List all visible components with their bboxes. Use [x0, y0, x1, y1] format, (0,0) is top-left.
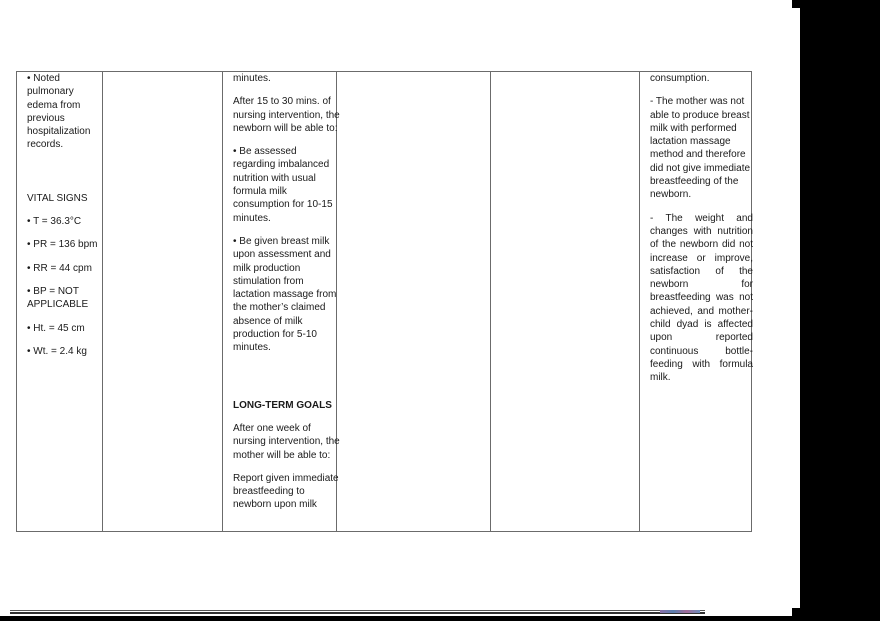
vital-signs-heading: VITAL SIGNS	[27, 192, 88, 204]
evaluation-continuation: consumption.	[650, 73, 710, 84]
short-term-goal-2: • Be given breast milk upon assessment and milk production stimulation from lactation massage from the mother’s claimed absence of milk production for 5-10 minutes.	[233, 235, 337, 354]
column-divider	[639, 72, 640, 531]
rationale-cell	[491, 72, 639, 531]
page-footer-rule	[10, 610, 705, 614]
vital-weight: • Wt. = 2.4 kg	[27, 345, 87, 357]
planning-cell	[233, 72, 341, 522]
diagnosis-cell	[103, 72, 222, 531]
short-term-goal-1: • Be assessed regarding imbalanced nutrition with usual formula milk consumption for 10-15 minutes.	[233, 146, 333, 224]
vital-pulse-rate: • PR = 136 bpm	[27, 239, 98, 251]
long-term-goal-intro: After one week of nursing intervention, the mother will be able to:	[233, 422, 340, 461]
assessment-cell	[27, 72, 101, 368]
page-edge-shadow	[792, 0, 800, 8]
vital-height: • Ht. = 45 cm	[27, 322, 85, 334]
assessment-note: • Noted pulmonary edema from previous hospitalization records.	[27, 73, 91, 151]
evaluation-point-1: - The mother was not able to produce breast milk with performed lactation massage method and therefore did not give immediate breastfeeding of the newborn.	[650, 96, 751, 201]
page-edge-shadow	[792, 608, 800, 616]
vital-respiratory-rate: • RR = 44 cpm	[27, 262, 92, 274]
short-term-goal-intro: After 15 to 30 mins. of nursing intervention, the newborn will be able to:	[233, 96, 340, 134]
long-term-goal-1: Report given immediate breastfeeding to newborn upon milk	[233, 472, 339, 511]
long-term-goals-heading: LONG-TERM GOALS	[233, 399, 332, 411]
vital-temperature: • T = 36.3°C	[27, 216, 82, 228]
planning-continuation: minutes.	[233, 73, 271, 84]
intervention-cell	[337, 72, 490, 531]
care-plan-table	[16, 71, 752, 532]
vital-blood-pressure: • BP = NOT APPLICABLE	[27, 285, 89, 311]
footer-marker	[660, 610, 700, 613]
evaluation-cell	[650, 72, 753, 395]
evaluation-point-2: - The weight and changes with nutrition of the newborn did not increase or improve, satisfaction of the newborn for breastfeeding was not achieved, and mother-child dyad is affected upon reported continuous bottle-feeding with formula milk.	[650, 212, 753, 384]
column-divider	[222, 72, 223, 531]
